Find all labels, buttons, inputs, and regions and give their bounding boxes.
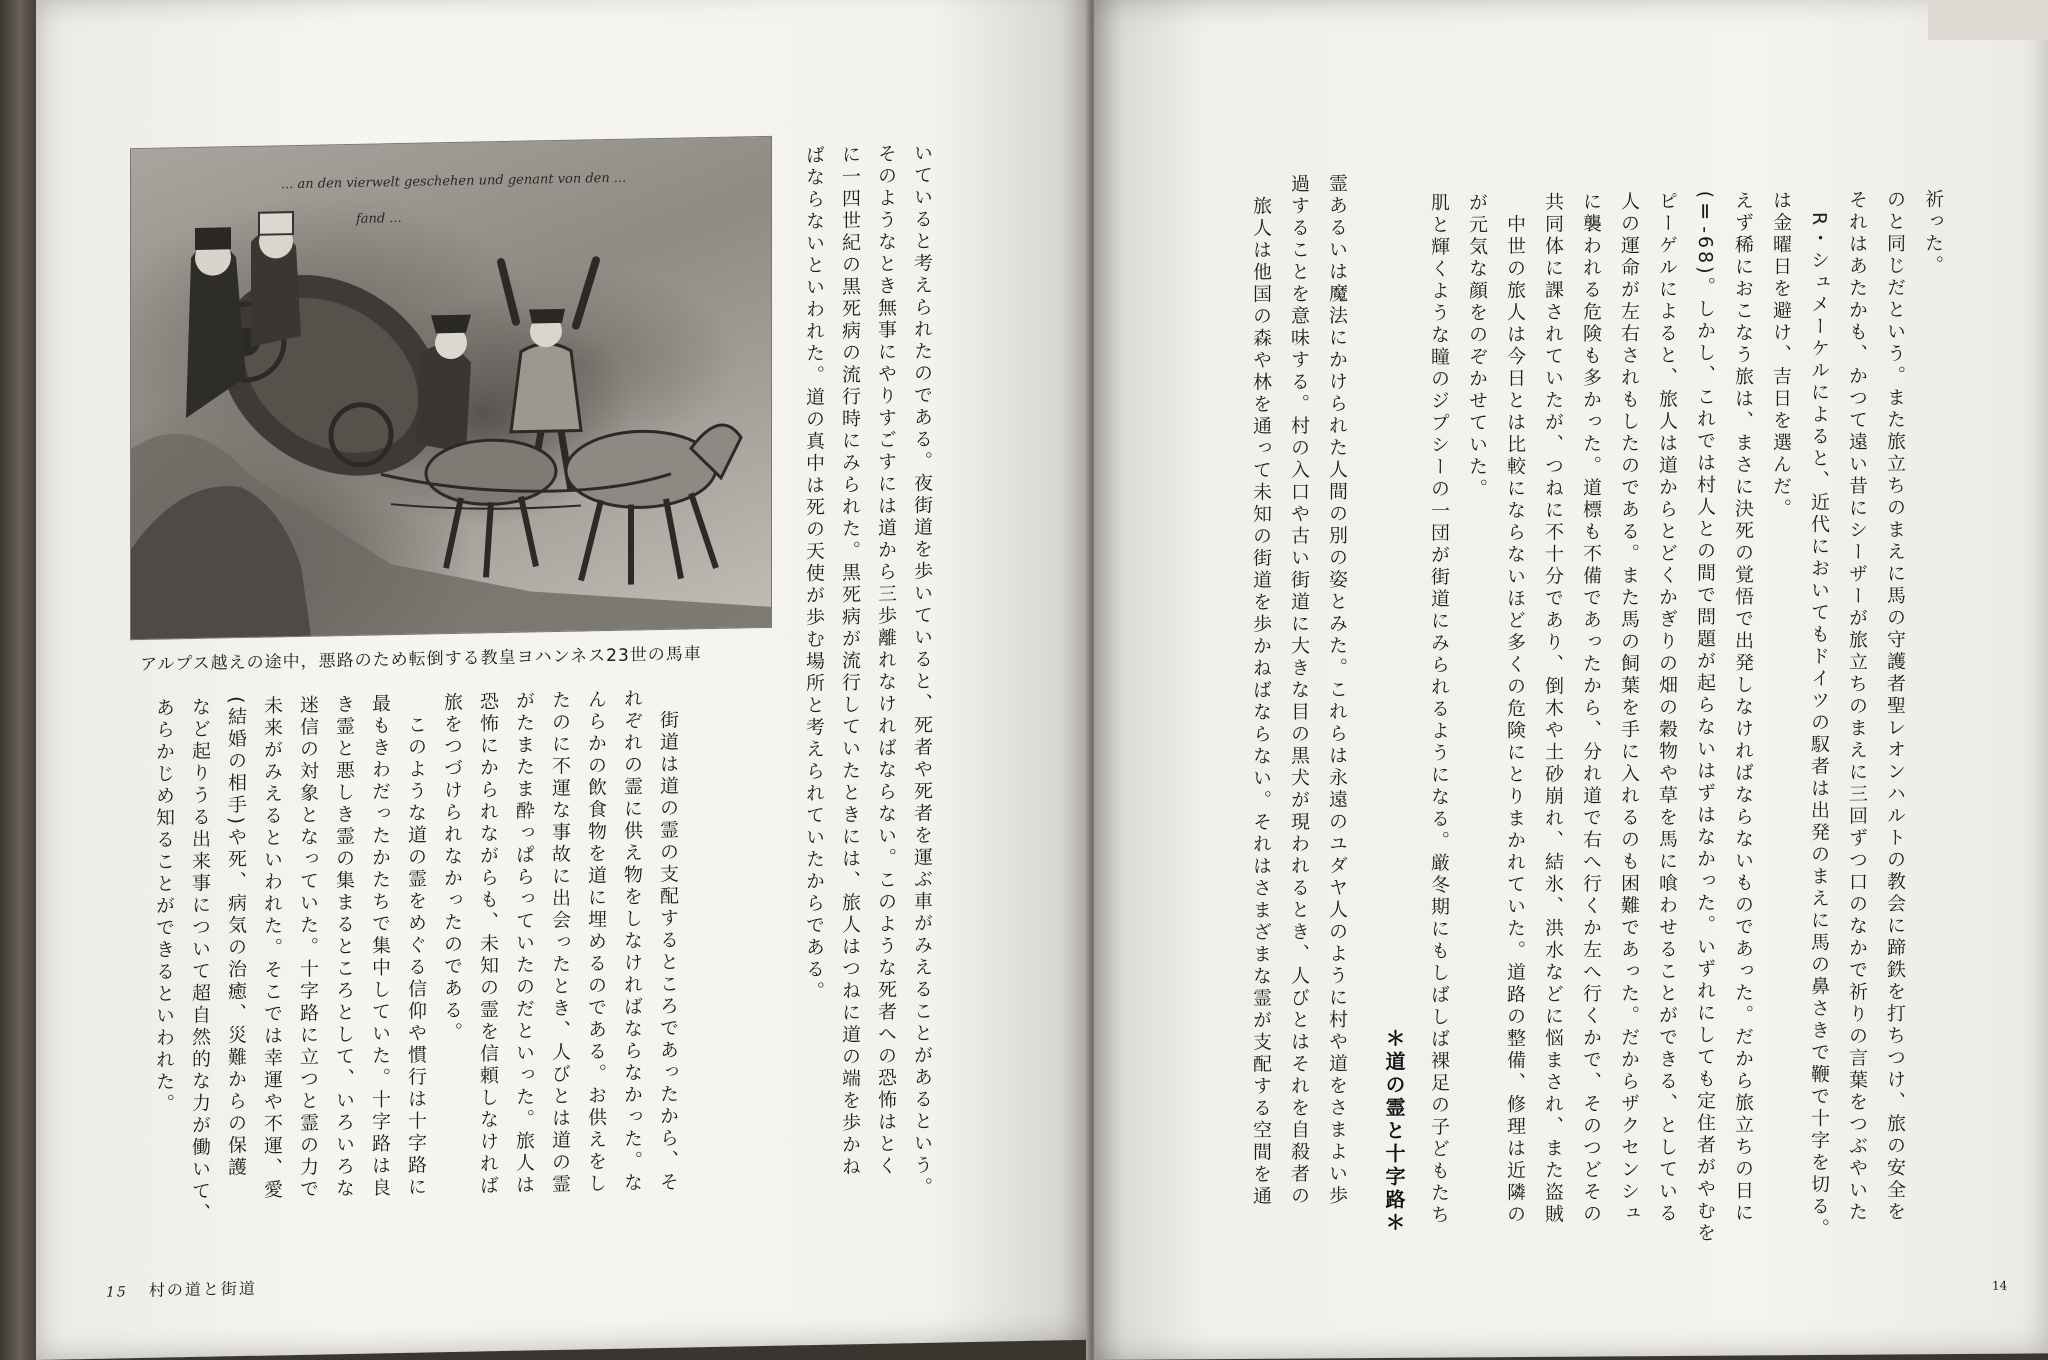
text-column-top: 肌と輝くような瞳のジプシーの一団が街道にみられるようになる。厳冬期にもしばしば裸足の子どもたち [1428,192,1450,1227]
text-column: このような道の霊をめぐる信仰や慣行は十字路に [405,692,427,1199]
text-column: 街道は道の霊の支配するところであったから、そ [657,687,679,1195]
text-column: それはあたかも、かつて遠い昔にシーザーが旅立ちのまえに三回ずつ口のなかで祈りの言葉をつぶやいた [1846,189,1868,1224]
text-column: のと同じだという。また旅立ちのまえに馬の守護者聖レオンハルトの教会に蹄鉄を打ちつけ、旅の安全を [1884,189,1906,1224]
text-column: は金曜日を避け、吉日を選んだ。 [1770,190,1792,521]
page-number: 15 [106,1284,128,1301]
left-page [36,0,1090,1360]
text-column: 最もきわだったかたちで集中していた。十字路は良 [369,693,391,1200]
illustration-image [131,137,771,639]
text-column: 旅をつづけられなかったのである。 [441,691,463,1045]
text-column: 中世の旅人は今日とは比較にならないほど多くの危険にとりまかれていた。道路の整備、修理は近隣の [1504,191,1526,1227]
left-bottom-text-block [146,688,686,1258]
text-column: 旅人は他国の森や林を通って未知の街道を歩かねばならない。それはさまざまな霊が支配する空間を通 [1250,173,1272,1208]
illustration-figure [130,136,772,640]
text-column: あらかじめ知ることができるといわれた。 [153,697,175,1116]
text-column: き霊と悪しき霊の集まるところとして、いろいろな [333,693,355,1201]
running-title: 村の道と街道 [148,1278,257,1300]
figure-inscription-2: fand ... [356,210,402,227]
section-heading: ＊道の霊と十字路＊ [1382,1027,1406,1235]
text-column: 共同体に課されていたが、つねに不十分であり、倒木や土砂崩れ、結氷、洪水などに悩まされ、また盗賊 [1542,191,1564,1226]
text-column: がたまたま酔っぱらっていたのだといった。旅人は [513,690,535,1197]
figure-caption: アルプス越えの途中，悪路のため転倒する教皇ヨハンネス23世の馬車 [140,644,702,676]
text-column: ピーゲルによると、旅人は道からとどくかぎりの畑の穀物や草を馬に喰わせることができる、としている [1656,190,1678,1226]
text-column: えず稀におこなう旅は、まさに決死の覚悟で出発しなければならないものであった。だから旅立ちの日に [1732,190,1754,1225]
text-column: そのようなとき無事にやりすごすには道から三歩離れなければならない。このような死者への恐怖はとく [875,143,897,1178]
text-column: など起りうる出来事について超自然的な力が働いて、 [189,696,211,1226]
left-page-footer [106,1276,257,1302]
right-page [1094,0,2048,1360]
corner-page-edge [1928,0,2048,40]
text-column: が元気な顔をのぞかせていた。 [1466,192,1488,501]
text-column: 霊あるいは魔法にかけられた人間の別の姿とみた。これらは永遠のユダヤ人のように村や道をさまよい歩 [1326,173,1348,1208]
text-column: れぞれの霊に供え物をしなければならなかった。な [621,688,643,1195]
text-column: 恐怖にかられながらも、未知の霊を信頼しなければ [477,691,499,1198]
text-column: 過することを意味する。村の入口や古い街道に大きな目の黒犬が現われるとき、人びとはそれを自殺者の [1288,173,1310,1208]
right-page-number: 14 [1992,1278,2008,1293]
text-column: 祈った。 [1922,189,1944,278]
figure-inscription-1: ... an den vierwelt geschehen und genant von den ... [281,170,627,193]
text-column: いていると考えられたのである。夜街道を歩いていると、死者や死者を運ぶ車がみえることがあるという。 [911,142,933,1200]
left-top-text-block [796,142,940,1200]
text-column: 人の運命が左右されもしたのである。また馬の飼葉を手に入れるのも困難であった。だからザクセンシュ [1618,191,1640,1226]
right-main-text-block [1420,189,1952,1273]
text-column: に一四世紀の黒死病の流行時にみられた。黒死病が流行していたときには、旅人はつねに道の端を歩かね [839,144,861,1179]
text-column: ばならないといわれた。道の真中は死の天使が歩む場所と考えられていたからである。 [803,144,825,1004]
right-after-heading-text [1242,173,1356,1274]
text-column: R・シュメーケルによると、近代においてもドイツの馭者は出発のまえに馬の鼻さきで鞭で十字を切る。 [1808,189,1830,1241]
text-column: (Ⅱ-68)。しかし、これでは村人との間で問題が起らないはずはなかった。いずれにしても定住者がやむを [1694,190,1716,1245]
text-column: (結婚の相手)や死、病気の治癒、災難からの保護 [225,695,247,1180]
text-column: に襲われる危険も多かった。道標も不備であったから、分れ道で右へ行くか左へ行くかで、そのつどその [1580,191,1602,1226]
text-column: 未来がみえるといわれた。そこでは幸運や不運、愛 [261,695,283,1202]
text-column: 迷信の対象となっていた。十字路に立つと霊の力で [297,694,319,1201]
text-column: たのに不運な事故に出会ったとき、人びとは道の霊 [549,689,571,1197]
text-column: んらかの飲食物を道に埋めるのである。お供えをし [585,689,607,1196]
